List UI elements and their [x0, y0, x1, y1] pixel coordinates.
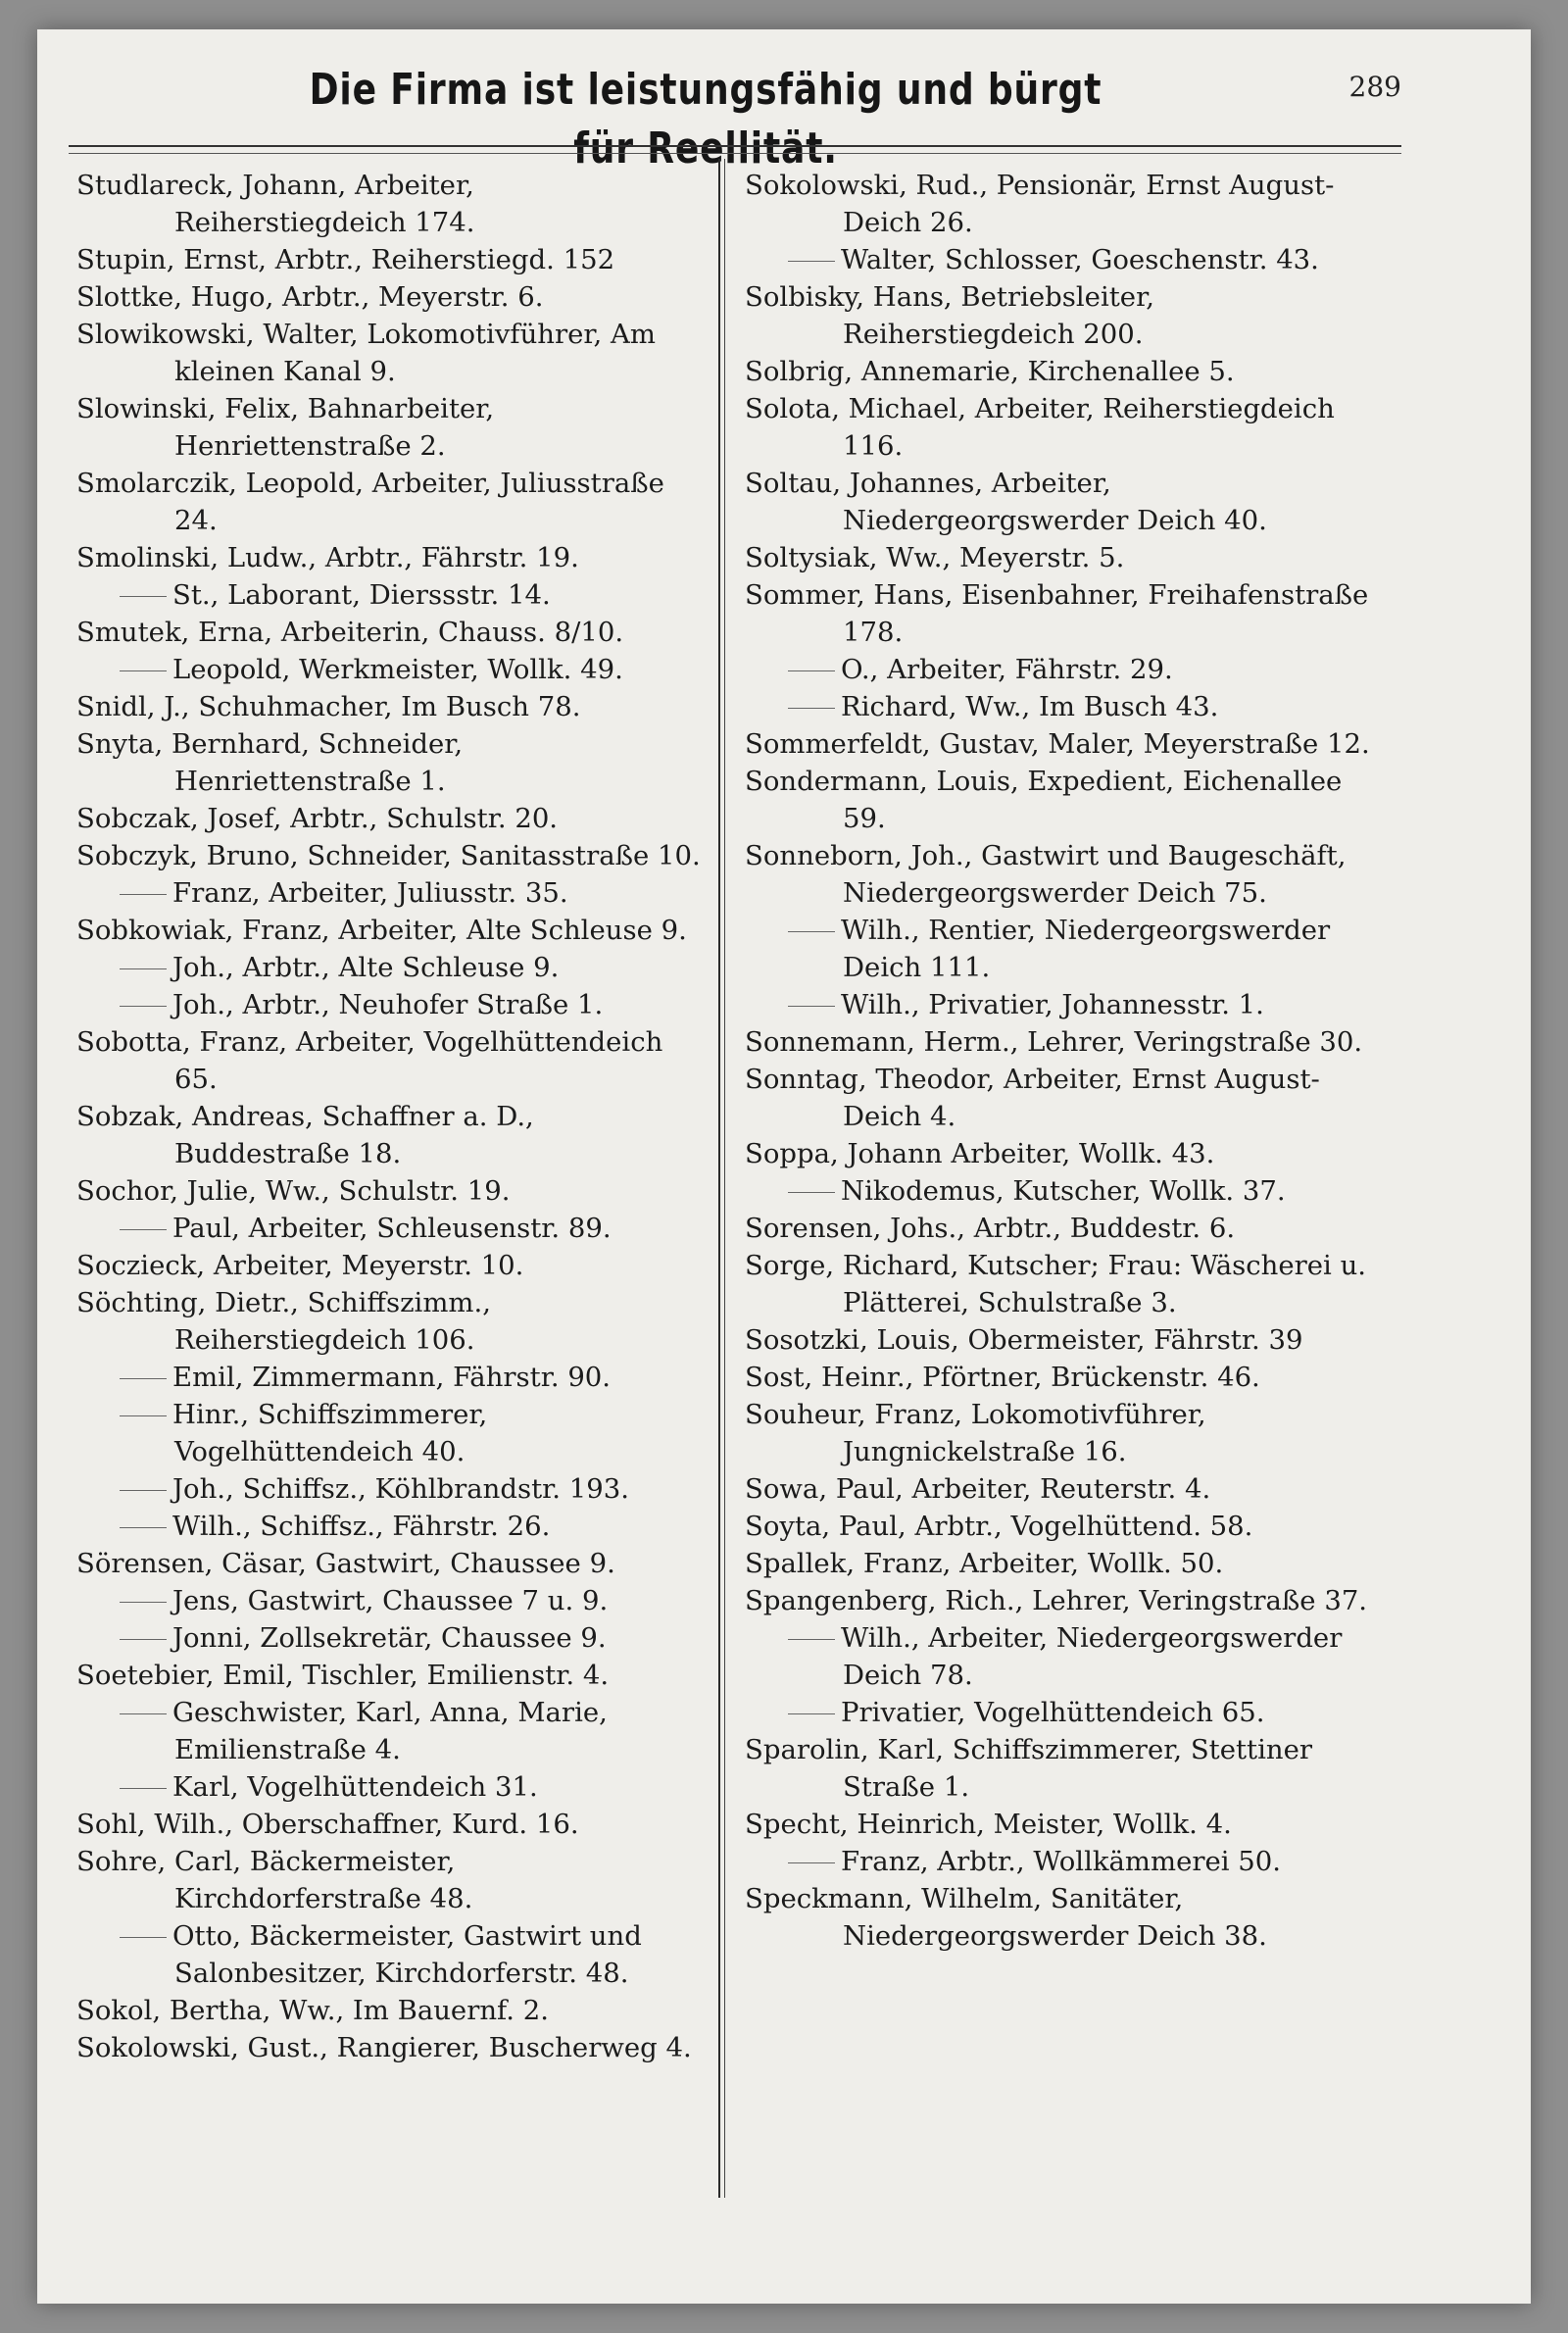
entry-text: Sorensen, Johs., Arbtr., Buddestr. 6.	[745, 1213, 1236, 1244]
directory-entry	[745, 1359, 1372, 1396]
entry-text: Smutek, Erna, Arbeiterin, Chauss. 8/10.	[76, 617, 624, 648]
directory-entry	[76, 167, 704, 241]
directory-subentry	[76, 874, 704, 912]
directory-entry	[76, 1098, 704, 1172]
directory-subentry	[76, 986, 704, 1023]
directory-subentry	[745, 1843, 1372, 1880]
entry-text: Sonnemann, Herm., Lehrer, Veringstraße 30.	[745, 1026, 1363, 1058]
entry-text: Soltysiak, Ww., Meyerstr. 5.	[745, 542, 1125, 573]
directory-entry	[745, 1470, 1372, 1508]
ditto-dash	[120, 1788, 167, 1789]
directory-entry	[745, 1321, 1372, 1359]
directory-entry	[745, 465, 1372, 539]
ditto-dash	[788, 1713, 835, 1714]
entry-text: Richard, Ww., Im Busch 43.	[841, 691, 1219, 722]
entry-text: Karl, Vogelhüttendeich 31.	[172, 1771, 538, 1803]
directory-entry	[745, 1023, 1372, 1061]
directory-entry	[76, 688, 704, 725]
header-rule	[69, 145, 1401, 147]
directory-entry	[745, 1135, 1372, 1172]
directory-subentry	[76, 1619, 704, 1657]
directory-entry	[76, 539, 704, 576]
directory-subentry	[76, 1917, 704, 1992]
directory-entry	[76, 465, 704, 539]
right-column	[745, 167, 1372, 1955]
ditto-dash	[788, 261, 835, 262]
directory-entry	[76, 1247, 704, 1284]
entry-text: Sobotta, Franz, Arbeiter, Vogelhüttendeich 65.	[76, 1026, 663, 1095]
entry-text: Spangenberg, Rich., Lehrer, Veringstraße 37.	[745, 1585, 1368, 1616]
entry-text: Snidl, J., Schuhmacher, Im Busch 78.	[76, 691, 581, 722]
entry-text: Slowikowski, Walter, Lokomotivführer, Am kleinen Kanal 9.	[76, 319, 656, 387]
entry-text: Sost, Heinr., Pförtner, Brückenstr. 46.	[745, 1362, 1260, 1393]
entry-text: Sommer, Hans, Eisenbahner, Freihafenstraße 178.	[745, 579, 1369, 648]
directory-entry	[76, 390, 704, 465]
entry-text: Otto, Bäckermeister, Gastwirt und Salonbesitzer, Kirchdorferstr. 48.	[172, 1920, 642, 1989]
entry-text: Sowa, Paul, Arbeiter, Reuterstr. 4.	[745, 1473, 1211, 1505]
directory-entry	[76, 725, 704, 800]
ditto-dash	[788, 1862, 835, 1863]
entry-text: Solota, Michael, Arbeiter, Reiherstiegdeich 116.	[745, 393, 1335, 462]
directory-entry	[76, 1843, 704, 1917]
entry-text: Sohl, Wilh., Oberschaffner, Kurd. 16.	[76, 1809, 579, 1840]
directory-entry	[745, 390, 1372, 465]
directory-subentry	[76, 576, 704, 614]
entry-text: Hinr., Schiffszimmerer, Vogelhüttendeich 40.	[172, 1399, 488, 1467]
entry-text: Privatier, Vogelhüttendeich 65.	[841, 1697, 1265, 1728]
entry-text: Sörensen, Cäsar, Gastwirt, Chaussee 9.	[76, 1548, 615, 1579]
directory-subentry	[76, 1470, 704, 1508]
entry-text: Studlareck, Johann, Arbeiter, Reiherstiegdeich 174.	[76, 170, 475, 238]
header-rule-thin	[69, 153, 1401, 154]
ditto-dash	[120, 1490, 167, 1491]
directory-entry	[76, 1023, 704, 1098]
ditto-dash	[120, 968, 167, 969]
ditto-dash	[788, 670, 835, 671]
entry-text: Sonneborn, Joh., Gastwirt und Baugeschäft, Niedergeorgswerder Deich 75.	[745, 840, 1347, 909]
directory-entry	[76, 316, 704, 390]
entry-text: Sobczak, Josef, Arbtr., Schulstr. 20.	[76, 803, 559, 834]
entry-text: Smolarczik, Leopold, Arbeiter, Juliusstraße 24.	[76, 468, 664, 536]
ditto-dash	[120, 596, 167, 597]
entry-text: Solbisky, Hans, Betriebsleiter, Reiherstiegdeich 200.	[745, 281, 1154, 350]
entry-text: Söchting, Dietr., Schiffszimm., Reiherstiegdeich 106.	[76, 1287, 491, 1356]
left-column	[76, 167, 704, 2066]
directory-subentry	[745, 241, 1372, 278]
column-divider-thin	[724, 159, 725, 2198]
entry-text: Soppa, Johann Arbeiter, Wollk. 43.	[745, 1138, 1215, 1169]
ditto-dash	[788, 1639, 835, 1640]
directory-entry	[76, 1992, 704, 2029]
page-header	[69, 61, 1401, 174]
ditto-dash	[120, 894, 167, 895]
ditto-dash	[120, 1378, 167, 1379]
entry-text: Wilh., Schiffsz., Fährstr. 26.	[172, 1511, 551, 1542]
directory-entry	[76, 1657, 704, 1694]
directory-entry	[76, 614, 704, 651]
ditto-dash	[120, 1415, 167, 1416]
entry-text: Sosotzki, Louis, Obermeister, Fährstr. 39	[745, 1324, 1303, 1356]
directory-subentry	[745, 1172, 1372, 1210]
column-divider	[718, 159, 720, 2198]
directory-subentry	[76, 1508, 704, 1545]
entry-text: Leopold, Werkmeister, Wollk. 49.	[172, 654, 623, 685]
directory-entry	[745, 1247, 1372, 1321]
entry-text: Sobczyk, Bruno, Schneider, Sanitasstraße 10.	[76, 840, 701, 871]
entry-text: Snyta, Bernhard, Schneider, Henriettenstraße 1.	[76, 728, 464, 797]
entry-text: Sokolowski, Gust., Rangierer, Buscherweg 4.	[76, 2032, 692, 2063]
directory-entry	[76, 1284, 704, 1359]
entry-text: Sokolowski, Rud., Pensionär, Ernst August-Deich 26.	[745, 170, 1335, 238]
directory-entry	[76, 1806, 704, 1843]
directory-entry	[745, 1061, 1372, 1135]
directory-entry	[745, 278, 1372, 353]
entry-text: Slowinski, Felix, Bahnarbeiter, Henriettenstraße 2.	[76, 393, 495, 462]
ditto-dash	[788, 1192, 835, 1193]
entry-text: Wilh., Rentier, Niedergeorgswerder Deich 111.	[841, 915, 1331, 983]
entry-text: Solbrig, Annemarie, Kirchenallee 5.	[745, 356, 1235, 387]
entry-text: Sobzak, Andreas, Schaffner a. D., Buddestraße 18.	[76, 1101, 534, 1169]
entry-text: Geschwister, Karl, Anna, Marie, Emilienstraße 4.	[172, 1697, 608, 1765]
ditto-dash	[788, 708, 835, 709]
entry-text: Soyta, Paul, Arbtr., Vogelhüttend. 58.	[745, 1511, 1253, 1542]
entry-text: Speckmann, Wilhelm, Sanitäter, Niedergeorgswerder Deich 38.	[745, 1883, 1267, 1952]
ditto-dash	[120, 1006, 167, 1007]
entry-text: Wilh., Arbeiter, Niedergeorgswerder Deich 78.	[841, 1622, 1343, 1691]
directory-entry	[76, 1545, 704, 1582]
entry-text: Joh., Arbtr., Neuhofer Straße 1.	[172, 989, 604, 1020]
entry-text: Franz, Arbeiter, Juliusstr. 35.	[172, 877, 568, 909]
directory-entry	[745, 1731, 1372, 1806]
directory-subentry	[76, 949, 704, 986]
directory-entry	[745, 1508, 1372, 1545]
directory-entry	[745, 1396, 1372, 1470]
directory-entry	[76, 241, 704, 278]
entry-text: Jonni, Zollsekretär, Chaussee 9.	[172, 1622, 607, 1654]
directory-subentry	[745, 651, 1372, 688]
entry-text: Walter, Schlosser, Goeschenstr. 43.	[841, 244, 1319, 275]
directory-subentry	[745, 1694, 1372, 1731]
entry-text: Sohre, Carl, Bäckermeister, Kirchdorferstraße 48.	[76, 1846, 473, 1914]
directory-entry	[745, 353, 1372, 390]
entry-text: Joh., Arbtr., Alte Schleuse 9.	[172, 952, 560, 983]
entry-text: Sondermann, Louis, Expedient, Eichenallee 59.	[745, 766, 1343, 834]
page-number: 289	[1348, 71, 1401, 103]
entry-text: Sommerfeldt, Gustav, Maler, Meyerstraße 12.	[745, 728, 1370, 760]
entry-text: Sokol, Bertha, Ww., Im Bauernf. 2.	[76, 1995, 549, 2026]
directory-subentry	[76, 1694, 704, 1768]
entry-text: O., Arbeiter, Fährstr. 29.	[841, 654, 1173, 685]
directory-entry	[76, 837, 704, 874]
entry-text: Specht, Heinrich, Meister, Wollk. 4.	[745, 1809, 1232, 1840]
entry-text: Sonntag, Theodor, Arbeiter, Ernst August-Deich 4.	[745, 1064, 1320, 1132]
entry-text: St., Laborant, Dierssstr. 14.	[172, 579, 551, 611]
ditto-dash	[120, 670, 167, 671]
directory-entry	[76, 1172, 704, 1210]
directory-entry	[76, 912, 704, 949]
directory-entry	[745, 837, 1372, 912]
entry-text: Joh., Schiffsz., Köhlbrandstr. 193.	[172, 1473, 629, 1505]
directory-entry	[745, 167, 1372, 241]
ditto-dash	[120, 1602, 167, 1603]
entry-text: Sparolin, Karl, Schiffszimmerer, Stettiner Straße 1.	[745, 1734, 1313, 1803]
directory-entry	[76, 278, 704, 316]
directory-subentry	[76, 1582, 704, 1619]
entry-text: Smolinski, Ludw., Arbtr., Fährstr. 19.	[76, 542, 579, 573]
ditto-dash	[120, 1937, 167, 1938]
entry-text: Jens, Gastwirt, Chaussee 7 u. 9.	[172, 1585, 609, 1616]
entry-text: Soetebier, Emil, Tischler, Emilienstr. 4.	[76, 1660, 610, 1691]
entry-text: Paul, Arbeiter, Schleusenstr. 89.	[172, 1213, 612, 1244]
entry-text: Sorge, Richard, Kutscher; Frau: Wäscherei u. Plätterei, Schulstraße 3.	[745, 1250, 1367, 1318]
directory-subentry	[745, 1619, 1372, 1694]
entry-text: Wilh., Privatier, Johannesstr. 1.	[841, 989, 1264, 1020]
ditto-dash	[120, 1527, 167, 1528]
directory-subentry	[76, 1768, 704, 1806]
directory-entry	[745, 1880, 1372, 1955]
directory-subentry	[745, 912, 1372, 986]
directory-subentry	[745, 986, 1372, 1023]
directory-entry	[745, 1582, 1372, 1619]
directory-entry	[745, 1210, 1372, 1247]
entry-text: Franz, Arbtr., Wollkämmerei 50.	[841, 1846, 1282, 1877]
directory-entry	[76, 2029, 704, 2066]
entry-text: Souheur, Franz, Lokomotivführer, Jungnickelstraße 16.	[745, 1399, 1206, 1467]
ditto-dash	[120, 1229, 167, 1230]
entry-text: Spallek, Franz, Arbeiter, Wollk. 50.	[745, 1548, 1224, 1579]
ditto-dash	[120, 1639, 167, 1640]
directory-entry	[745, 576, 1372, 651]
directory-subentry	[76, 1210, 704, 1247]
directory-subentry	[76, 1359, 704, 1396]
entry-text: Sochor, Julie, Ww., Schulstr. 19.	[76, 1175, 511, 1207]
entry-text: Emil, Zimmermann, Fährstr. 90.	[172, 1362, 612, 1393]
ditto-dash	[788, 931, 835, 932]
entry-text: Nikodemus, Kutscher, Wollk. 37.	[841, 1175, 1286, 1207]
directory-entry	[76, 800, 704, 837]
directory-entry	[745, 725, 1372, 763]
directory-subentry	[745, 688, 1372, 725]
directory-entry	[745, 539, 1372, 576]
entry-text: Stupin, Ernst, Arbtr., Reiherstiegd. 152	[76, 244, 615, 275]
entry-text: Slottke, Hugo, Arbtr., Meyerstr. 6.	[76, 281, 544, 313]
entry-text: Sobkowiak, Franz, Arbeiter, Alte Schleuse 9.	[76, 915, 687, 946]
entry-text: Soltau, Johannes, Arbeiter, Niedergeorgswerder Deich 40.	[745, 468, 1267, 536]
page-tagline: Die Firma ist leistungsfähig und bürgt für Reellität.	[309, 65, 1102, 174]
ditto-dash	[120, 1713, 167, 1714]
directory-entry	[745, 763, 1372, 837]
directory-subentry	[76, 651, 704, 688]
directory-entry	[745, 1806, 1372, 1843]
directory-subentry	[76, 1396, 704, 1470]
directory-entry	[745, 1545, 1372, 1582]
entry-text: Soczieck, Arbeiter, Meyerstr. 10.	[76, 1250, 524, 1281]
ditto-dash	[788, 1006, 835, 1007]
